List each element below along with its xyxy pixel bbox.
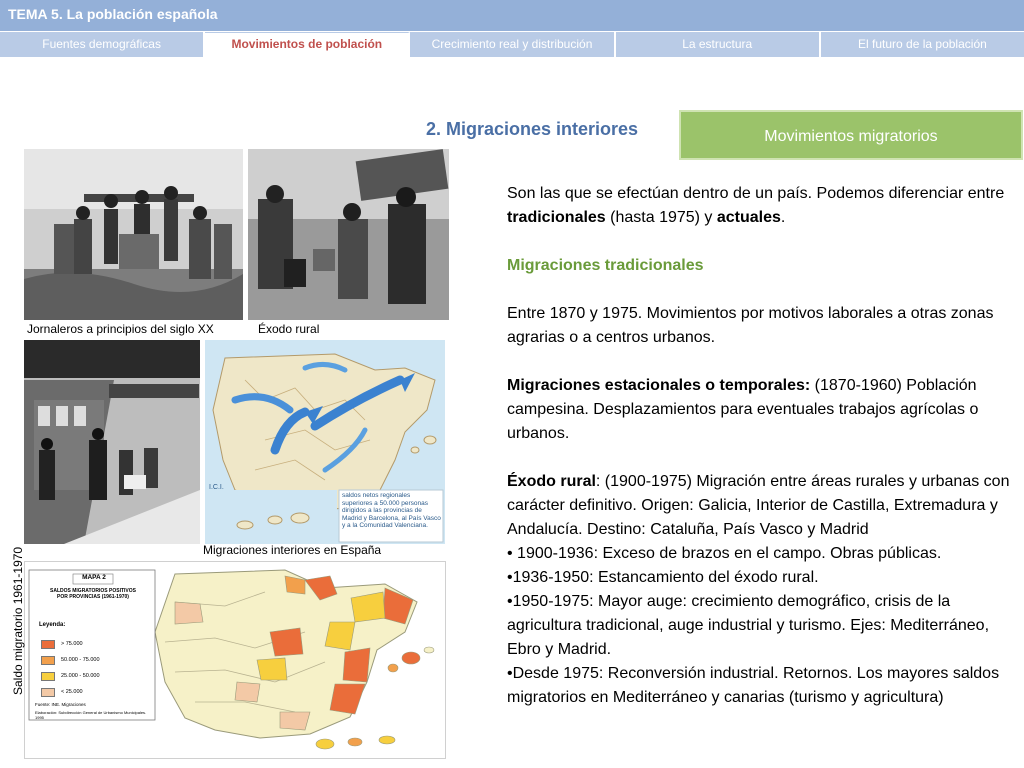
bullet-item: •1936-1950: Estancamiento del éxodo rural. [507,569,819,586]
intro-text: Son las que se efectúan dentro de un país. Podemos diferenciar entre [507,185,1005,202]
bullet-item: •Desde 1975: Reconversión industrial. Retornos. Los mayores saldos migratorios en Mediterráneo y canarias (turismo y agricultura) [507,665,1000,706]
title-bar [0,0,1024,31]
exodo-heading: Éxodo rural [507,473,596,490]
legend-swatch [41,672,55,681]
exodo-paragraph [507,470,1012,542]
tab-crecimiento-real[interactable]: Crecimiento real y distribución [410,32,615,57]
legend-item [41,636,100,652]
intro-end: . [780,209,786,226]
tab-el-futuro[interactable]: El futuro de la población [858,37,987,51]
exodo-text: : (1900-1975) Migración entre áreas rurales y urbanas con carácter definitivo. Origen: Galicia, Interior de Castilla, Extremadura y Andalucía. Destino: Cataluña, País Vasco y Madrid [507,473,1010,538]
tradicionales-heading: Migraciones tradicionales [507,257,704,274]
jornaleros-photo [24,149,243,320]
estacionales-paragraph [507,374,1012,446]
saldo-migratorio-text: Saldo migratorio 1961-1970 [11,546,25,695]
legend-swatch [41,640,55,649]
migraciones-interiores-map [205,340,445,544]
main-text [507,182,1012,710]
tab-movimientos-de-poblacion[interactable]: Movimientos de población [205,32,410,57]
movimientos-migratorios-label: Movimientos migratorios [764,128,938,145]
intro-paragraph [507,182,1012,230]
estacionales-heading: Migraciones estacionales o temporales: [507,377,811,394]
map2-fuente: Fuente: INE. Migraciones [35,702,86,707]
map1-source: I.C.I. [209,484,224,491]
movimientos-migratorios-button[interactable] [679,110,1023,160]
jornaleros-caption: Jornaleros a principios del siglo XX [27,322,214,336]
saldo-migratorio-map [24,561,446,759]
legend-label: 50.000 - 75.000 [61,657,100,663]
intro-tradicionales: tradicionales [507,209,606,226]
map2-elaboracion: Elaboración: Subdirección General de Urbanismo Municipales. 1995 [35,710,147,720]
nav-tabs [0,32,1024,57]
legend-item [41,684,100,700]
map2-legend-title: Leyenda: [39,622,66,628]
legend-label: < 25.000 [61,689,83,695]
map2-legend [41,636,100,700]
intro-text-2: (hasta 1975) y [605,209,717,226]
exodo-rural-photo [248,149,449,320]
exodo-rural-caption: Éxodo rural [258,322,320,336]
legend-item [41,652,100,668]
map2-subtitle: SALDOS MIGRATORIOS POSITIVOS POR PROVINCIAS (1961-1970) [50,588,136,600]
intro-actuales: actuales [716,209,781,226]
saldo-migratorio-caption [11,546,25,695]
legend-swatch [41,688,55,697]
legend-item [41,668,100,684]
bullet-item: • 1900-1936: Exceso de brazos en el campo. Obras públicas. [507,545,942,562]
legend-label: > 75.000 [61,641,83,647]
map2-title: MAPA 2 [82,574,106,581]
tab-fuentes-demograficas[interactable]: Fuentes demográficas [0,32,205,57]
section-title: 2. Migraciones interiores [426,119,639,139]
estacionales-text: (1870-1960) Población campesina. Desplazamientos para eventuales trabajos agrícolas o urbanos. [507,377,979,442]
bullet-item: •1950-1975: Mayor auge: crecimiento demográfico, crisis de la agricultura tradicional, auge industrial y turismo. Ejes: Mediterráneo, Ebro y Madrid. [507,593,990,658]
page-title: TEMA 5. La población española [8,6,218,22]
legend-swatch [41,656,55,665]
train-station-photo [24,340,200,544]
map1-legend-text: saldos netos regionales superiores a 50.000 personas dirigidos a las provincias de Madrid y Barcelona, al País Vasco y a la Comunidad Valenciana. [342,492,441,529]
tradicionales-text: Entre 1870 y 1975. Movimientos por motivos laborales a otras zonas agrarias o a centros urbanos. [507,305,994,346]
migraciones-map-caption: Migraciones interiores en España [203,543,382,557]
legend-label: 25.000 - 50.000 [61,673,100,679]
tab-la-estructura[interactable]: La estructura [616,32,821,57]
